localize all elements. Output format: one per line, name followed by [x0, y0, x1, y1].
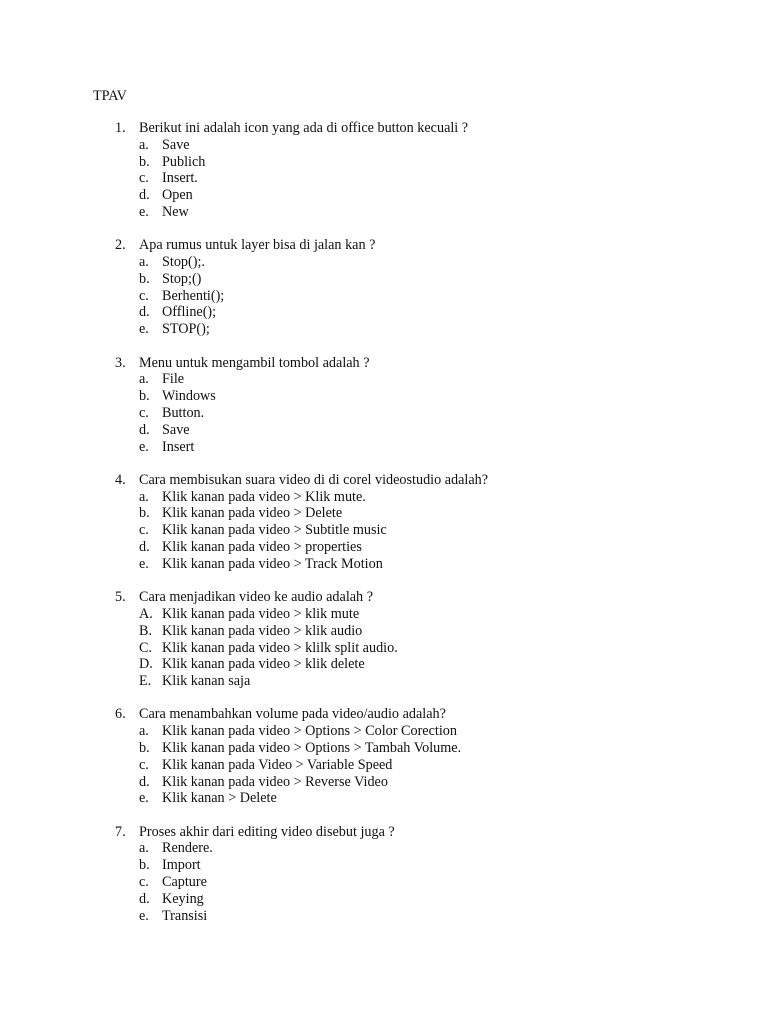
- option-text: Klik kanan pada video > Reverse Video: [162, 773, 388, 790]
- option-text: STOP();: [162, 321, 210, 338]
- option-letter: e.: [139, 321, 149, 338]
- answer-option: [0, 891, 768, 908]
- option-text: Klik kanan pada video > Klik mute.: [162, 488, 366, 505]
- option-text: New: [162, 203, 189, 220]
- question-3: [0, 355, 768, 456]
- option-text: Save: [162, 421, 190, 438]
- question-4: [0, 472, 768, 573]
- answer-option: [0, 254, 768, 271]
- option-text: Rendere.: [162, 840, 213, 857]
- option-text: Klik kanan pada video > klik audio: [162, 622, 363, 639]
- option-text: Klik kanan pada video > klik delete: [162, 656, 365, 673]
- answer-option: [0, 271, 768, 288]
- option-text: Klik kanan pada video > Options > Tambah Volume.: [162, 740, 462, 756]
- option-letter: b.: [139, 270, 150, 287]
- answer-option: [0, 723, 768, 740]
- answer-option: [0, 656, 768, 673]
- option-text: Open: [162, 187, 193, 204]
- question-5: [0, 589, 768, 690]
- option-text: Transisi: [162, 907, 208, 924]
- question-row: [0, 589, 768, 606]
- answer-option: [0, 556, 768, 573]
- document-title: TPAV: [93, 88, 127, 104]
- answer-option: [0, 740, 768, 757]
- option-letter: c.: [139, 404, 149, 421]
- option-letter: e.: [139, 790, 149, 807]
- answer-option: [0, 154, 768, 171]
- answer-option: [0, 321, 768, 338]
- option-letter: a.: [139, 136, 149, 153]
- option-text: Klik kanan pada video > Delete: [162, 505, 343, 522]
- option-letter: C.: [139, 639, 153, 656]
- option-letter: d.: [139, 890, 150, 907]
- option-letter: d.: [139, 187, 150, 204]
- question-number: 2.: [115, 237, 126, 254]
- option-text: Insert: [162, 438, 195, 455]
- question-list: [0, 120, 768, 941]
- option-letter: a.: [139, 371, 149, 388]
- answer-option: [0, 170, 768, 187]
- question-number: 3.: [115, 354, 126, 371]
- option-text: Klik kanan pada video > Subtitle music: [162, 522, 387, 539]
- answer-option: [0, 405, 768, 422]
- question-2: [0, 237, 768, 338]
- question-7: [0, 824, 768, 925]
- option-letter: B.: [139, 622, 153, 639]
- question-number: 1.: [115, 120, 126, 136]
- question-row: [0, 824, 768, 841]
- answer-option: [0, 640, 768, 657]
- option-letter: e.: [139, 555, 149, 572]
- option-text: Klik kanan pada video > klik mute: [162, 605, 360, 622]
- option-text: Klik kanan saja: [162, 673, 251, 690]
- question-number: 6.: [115, 706, 126, 723]
- answer-option: [0, 539, 768, 556]
- option-letter: D.: [139, 656, 153, 673]
- answer-option: [0, 371, 768, 388]
- option-text: Klik kanan pada video > Track Motion: [162, 555, 383, 572]
- option-text: Publich: [162, 153, 206, 170]
- option-text: Klik kanan pada video > properties: [162, 539, 362, 556]
- answer-option: [0, 840, 768, 857]
- option-text: Offline();: [162, 304, 217, 321]
- option-text: Klik kanan > Delete: [162, 790, 277, 807]
- answer-option: [0, 505, 768, 522]
- question-6: [0, 706, 768, 807]
- answer-option: [0, 790, 768, 807]
- answer-option: [0, 388, 768, 405]
- option-letter: e.: [139, 203, 149, 220]
- question-1: [0, 120, 768, 221]
- option-text: Import: [162, 857, 201, 874]
- question-row: [0, 120, 768, 137]
- option-text: Stop;(): [162, 270, 202, 287]
- option-letter: E.: [139, 673, 152, 690]
- option-letter: a.: [139, 723, 149, 740]
- answer-option: [0, 137, 768, 154]
- answer-option: [0, 757, 768, 774]
- option-letter: e.: [139, 907, 149, 924]
- answer-option: [0, 304, 768, 321]
- option-text: Berhenti();: [162, 287, 225, 304]
- option-text: Keying: [162, 890, 204, 907]
- question-row: [0, 472, 768, 489]
- answer-option: [0, 874, 768, 891]
- question-text: Proses akhir dari editing video disebut juga ?: [139, 823, 395, 840]
- option-letter: A.: [139, 605, 153, 622]
- answer-option: [0, 774, 768, 791]
- answer-option: [0, 489, 768, 506]
- answer-option: [0, 422, 768, 439]
- answer-option: [0, 204, 768, 221]
- option-text: Save: [162, 136, 190, 153]
- question-text: Menu untuk mengambil tombol adalah ?: [139, 354, 370, 371]
- option-letter: c.: [139, 522, 149, 539]
- question-text: Cara menjadikan video ke audio adalah ?: [139, 589, 373, 606]
- option-letter: d.: [139, 773, 150, 790]
- option-letter: d.: [139, 304, 150, 321]
- option-letter: c.: [139, 170, 149, 187]
- question-row: [0, 355, 768, 372]
- answer-option: [0, 623, 768, 640]
- answer-option: [0, 439, 768, 456]
- answer-option: [0, 857, 768, 874]
- option-letter: c.: [139, 756, 149, 773]
- option-text: Klik kanan pada video > klilk split audio.: [162, 639, 398, 656]
- option-text: Stop();.: [162, 254, 205, 271]
- option-letter: b.: [139, 388, 150, 405]
- answer-option: [0, 908, 768, 925]
- question-text: Berikut ini adalah icon yang ada di office button kecuali ?: [139, 120, 469, 136]
- option-text: Capture: [162, 874, 207, 891]
- question-row: [0, 706, 768, 723]
- question-number: 5.: [115, 589, 126, 606]
- answer-option: [0, 522, 768, 539]
- answer-option: [0, 606, 768, 623]
- question-text: Cara menambahkan volume pada video/audio adalah?: [139, 706, 446, 723]
- option-letter: c.: [139, 287, 149, 304]
- answer-option: [0, 673, 768, 690]
- option-letter: e.: [139, 438, 149, 455]
- answer-option: [0, 187, 768, 204]
- option-letter: a.: [139, 488, 149, 505]
- option-text: Klik kanan pada Video > Variable Speed: [162, 756, 393, 773]
- option-letter: d.: [139, 421, 150, 438]
- option-letter: c.: [139, 874, 149, 891]
- option-text: Klik kanan pada video > Options > Color Corection: [162, 723, 457, 740]
- answer-option: [0, 288, 768, 305]
- question-text: Apa rumus untuk layer bisa di jalan kan ?: [139, 237, 376, 254]
- option-letter: d.: [139, 539, 150, 556]
- question-text: Cara membisukan suara video di di corel videostudio adalah?: [139, 471, 489, 488]
- question-number: 7.: [115, 823, 126, 840]
- option-letter: b.: [139, 505, 150, 522]
- option-letter: b.: [139, 857, 150, 874]
- option-text: File: [162, 371, 185, 388]
- option-letter: a.: [139, 840, 149, 857]
- option-letter: a.: [139, 254, 149, 271]
- option-text: Insert.: [162, 170, 198, 187]
- question-row: [0, 237, 768, 254]
- option-letter: b.: [139, 740, 150, 756]
- option-text: Button.: [162, 404, 205, 421]
- option-text: Windows: [162, 388, 216, 405]
- option-letter: b.: [139, 153, 150, 170]
- question-number: 4.: [115, 471, 126, 488]
